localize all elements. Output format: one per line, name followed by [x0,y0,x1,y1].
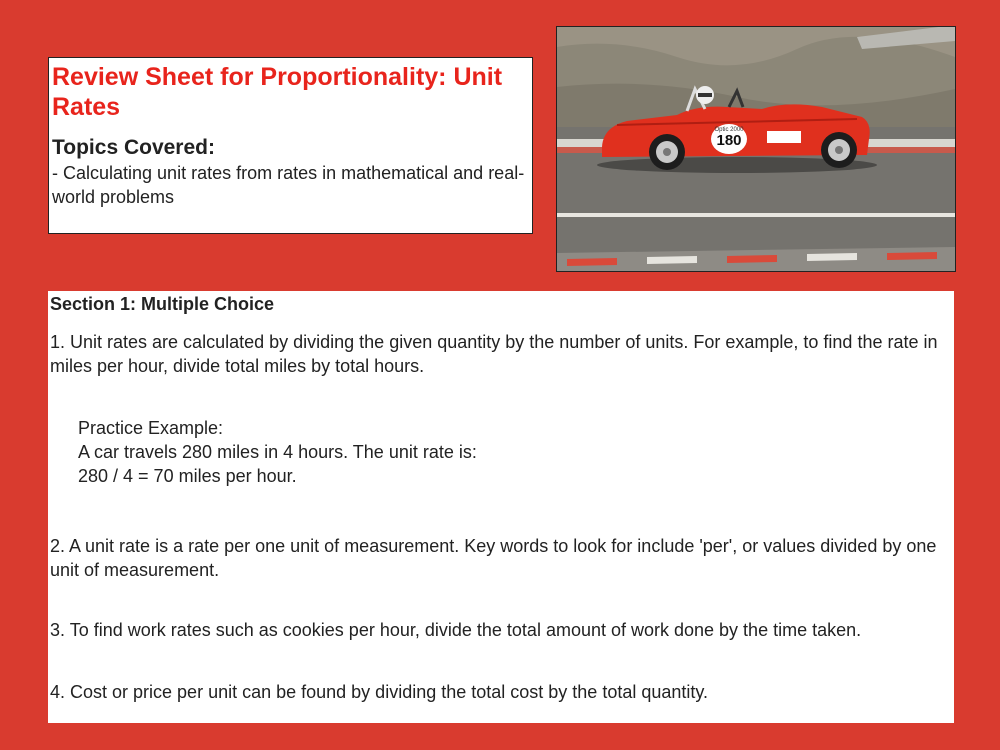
topics-heading: Topics Covered: [52,136,215,159]
car-sponsor: Optic 2000 [714,127,744,133]
example-heading: Practice Example: [78,418,224,438]
question-3: 3. To find work rates such as cookies per hour, divide the total amount of work done by the time taken. [50,620,862,640]
section-title: Section 1: Multiple Choice [50,294,275,314]
practice-example [78,416,952,488]
title-box [48,57,533,234]
topics-text: - Calculating unit rates from rates in mathematical and real-world problems [52,163,525,207]
car-number: 180 [716,132,742,149]
question-1: 1. Unit rates are calculated by dividing the given quantity by the number of units. For example, to find the rate in miles per hour, divide total miles by total hours. [50,332,938,376]
example-line-1: A car travels 280 miles in 4 hours. The unit rate is: [78,442,477,462]
page-title: Review Sheet for Proportionality: Unit Rates [52,63,503,121]
question-2: 2. A unit rate is a rate per one unit of measurement. Key words to look for include 'per', or values divided by one unit of measurement. [50,536,937,580]
race-car-photo [556,26,956,272]
question-4: 4. Cost or price per unit can be found by dividing the total cost by the total quantity. [50,682,709,702]
example-line-2: 280 / 4 = 70 miles per hour. [78,466,297,486]
section-content [48,291,954,723]
